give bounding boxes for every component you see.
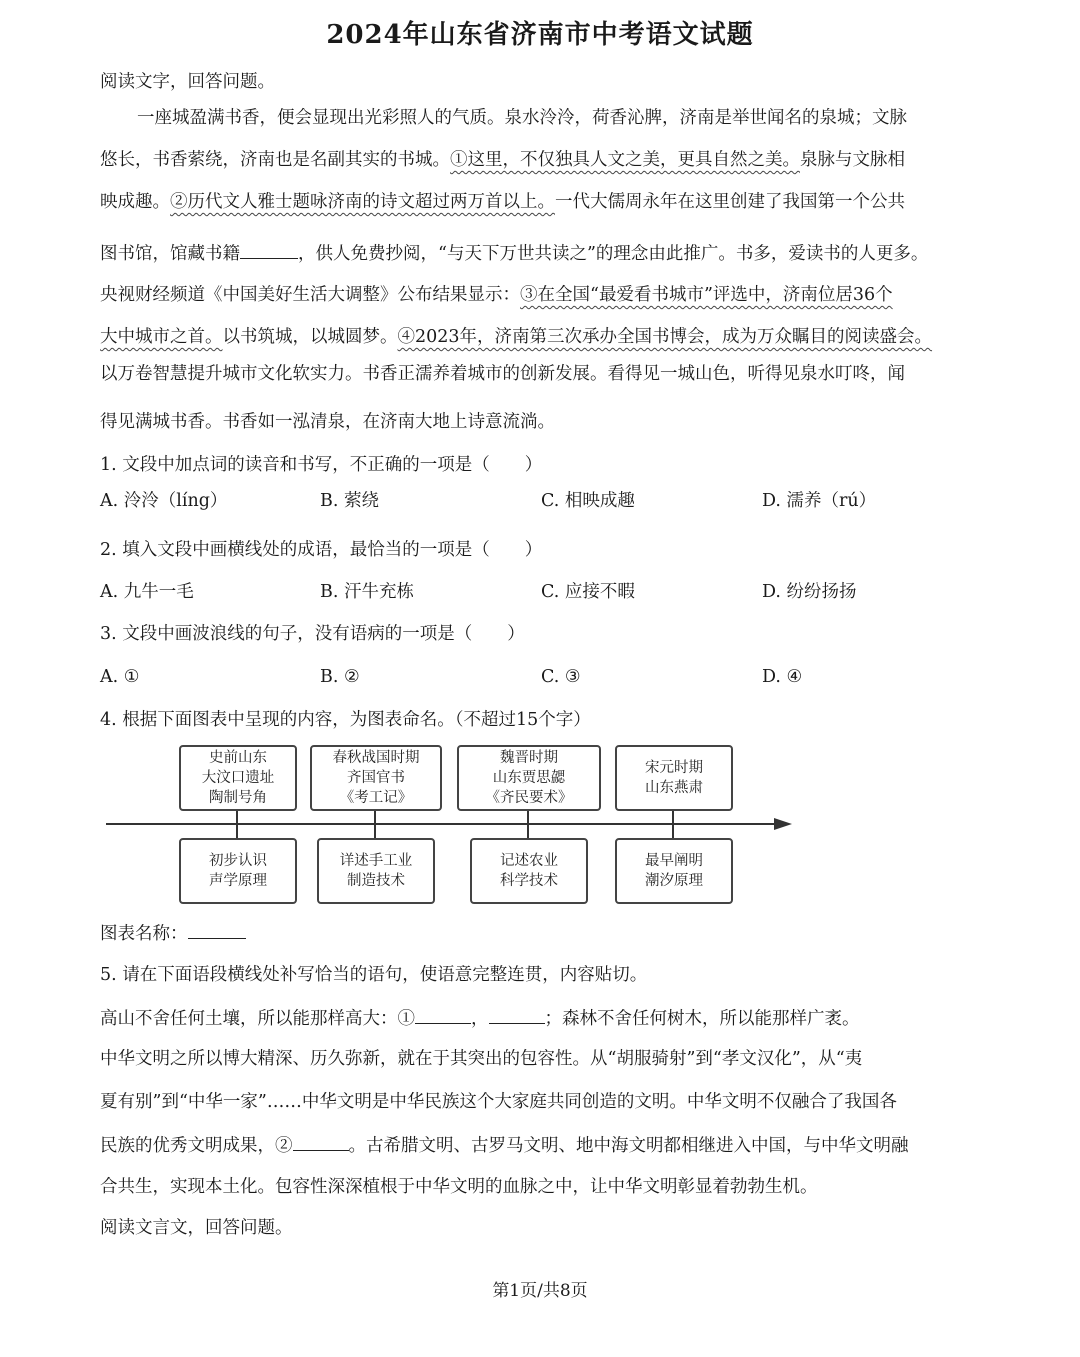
- timeline-top-box-2: 春秋战国时期 齐国官书 《考工记》: [310, 745, 442, 811]
- q2-option-c: C. 应接不暇: [541, 582, 635, 602]
- passage-line-6: 大中城市之首。以书筑城，以城圆梦。④2023年，济南第三次承办全国书博会，成为万众瞩目的阅读盛会。: [100, 327, 933, 347]
- q5-paragraph-line-3: 民族的优秀文明成果，② 。古希腊文明、古罗马文明、地中海文明都相继进入中国，与中华文明融: [100, 1132, 909, 1158]
- q1-option-b: B. 萦绕: [320, 491, 379, 511]
- q5-blank-2: [293, 1132, 349, 1151]
- q3-option-a: A. ①: [100, 667, 140, 687]
- passage-line-5: 央视财经频道《中国美好生活大调整》公布结果显示：③在全国“最爱看书城市”评选中，济南位居36个: [100, 285, 893, 305]
- timeline-bottom-box-4: 最早阐明 潮汐原理: [615, 838, 733, 904]
- question-4: 4. 根据下面图表中呈现的内容，为图表命名。（不超过15个字）: [100, 710, 591, 730]
- question-1: 1. 文段中加点词的读音和书写，不正确的一项是（ ）: [100, 455, 543, 475]
- timeline-top-box-4: 宋元时期 山东燕肃: [615, 745, 733, 811]
- passage-line-7: 以万卷智慧提升城市文化软实力。书香正濡养着城市的创新发展。看得见一城山色，听得见泉水叮咚，闻: [100, 364, 905, 384]
- wavy-sentence-3: ③在全国“最爱看书城市”评选中，济南位居36个: [520, 285, 893, 305]
- timeline-bottom-box-1: 初步认识 声学原理: [179, 838, 297, 904]
- question-3: 3. 文段中画波浪线的句子，没有语病的一项是（ ）: [100, 624, 525, 644]
- q2-option-a: A. 九牛一毛: [100, 582, 194, 602]
- question-5: 5. 请在下面语段横线处补写恰当的语句，使语意完整连贯，内容贴切。: [100, 965, 648, 985]
- wavy-sentence-3-end: 大中城市之首。: [100, 327, 223, 347]
- page-number: 第1页/共8页: [492, 1281, 588, 1301]
- q3-option-b: B. ②: [320, 667, 360, 687]
- idiom-blank: [240, 240, 298, 259]
- chart-name-blank: [188, 920, 246, 939]
- q2-option-d: D. 纷纷扬扬: [762, 582, 857, 602]
- q1-option-c: C. 相映成趣: [541, 491, 635, 511]
- timeline-top-box-3: 魏晋时期 山东贾思勰 《齐民要术》: [457, 745, 601, 811]
- timeline-top-box-1: 史前山东 大汶口遗址 陶制号角: [179, 745, 297, 811]
- q5-paragraph-line-2: 夏有别”到“中华一家”……中华文明是中华民族这个大家庭共同创造的文明。中华文明不仅融合了我国各: [100, 1092, 897, 1112]
- q5-paragraph-line-1: 中华文明之所以博大精深、历久弥新，就在于其突出的包容性。从“胡服骑射”到“孝文汉化”，从“夷: [100, 1049, 863, 1069]
- wavy-sentence-4: ④2023年，济南第三次承办全国书博会，成为万众瞩目的阅读盛会。: [397, 327, 933, 347]
- timeline-bottom-box-3: 记述农业 科学技术: [470, 838, 588, 904]
- passage-line-1: 一座城盈满书香，便会显现出光彩照人的气质。泉水泠泠，荷香沁脾，济南是举世闻名的泉城；文脉: [137, 108, 907, 128]
- passage-line-2: 悠长，书香萦绕，济南也是名副其实的书城。①这里，不仅独具人文之美，更具自然之美。泉脉与文脉相: [100, 150, 905, 170]
- q5-blank-1a: [415, 1005, 471, 1024]
- question-2: 2. 填入文段中画横线处的成语，最恰当的一项是（ ）: [100, 540, 543, 560]
- q3-option-c: C. ③: [541, 667, 581, 687]
- q2-option-b: B. 汗牛充栋: [320, 582, 414, 602]
- passage-line-4: 图书馆，馆藏书籍 ，供人免费抄阅，“与天下万世共读之”的理念由此推广。书多，爱读书的人更多。: [100, 240, 928, 266]
- q3-option-d: D. ④: [762, 667, 803, 687]
- passage-line-3: 映成趣。②历代文人雅士题咏济南的诗文超过两万首以上。一代大儒周永年在这里创建了我国第一个公共: [100, 192, 905, 212]
- classical-reading-instruction: 阅读文言文，回答问题。: [100, 1218, 293, 1238]
- wavy-sentence-2: ②历代文人雅士题咏济南的诗文超过两万首以上。: [170, 192, 555, 212]
- q1-option-a: A. 泠泠（líng）: [100, 491, 228, 511]
- page-title: 2024年山东省济南市中考语文试题: [326, 20, 754, 50]
- q5-paragraph-line-4: 合共生，实现本土化。包容性深深植根于中华文明的血脉之中，让中华文明彰显着勃勃生机。: [100, 1177, 818, 1197]
- q1-option-d: D. 濡养（rú）: [762, 491, 877, 511]
- passage-line-8: 得见满城书香。书香如一泓清泉，在济南大地上诗意流淌。: [100, 412, 555, 432]
- timeline-bottom-box-2: 详述手工业 制造技术: [317, 838, 435, 904]
- chart-name-answer: 图表名称：: [100, 920, 246, 946]
- timeline-arrow-head: [774, 818, 792, 830]
- q5-sentence-1: 高山不舍任何土壤，所以能那样高大：① ， ；森林不舍任何树木，所以能那样广袤。: [100, 1005, 860, 1031]
- wavy-sentence-1: ①这里，不仅独具人文之美，更具自然之美。: [450, 150, 800, 170]
- reading-instruction: 阅读文字，回答问题。: [100, 72, 275, 92]
- q5-blank-1b: [489, 1005, 545, 1024]
